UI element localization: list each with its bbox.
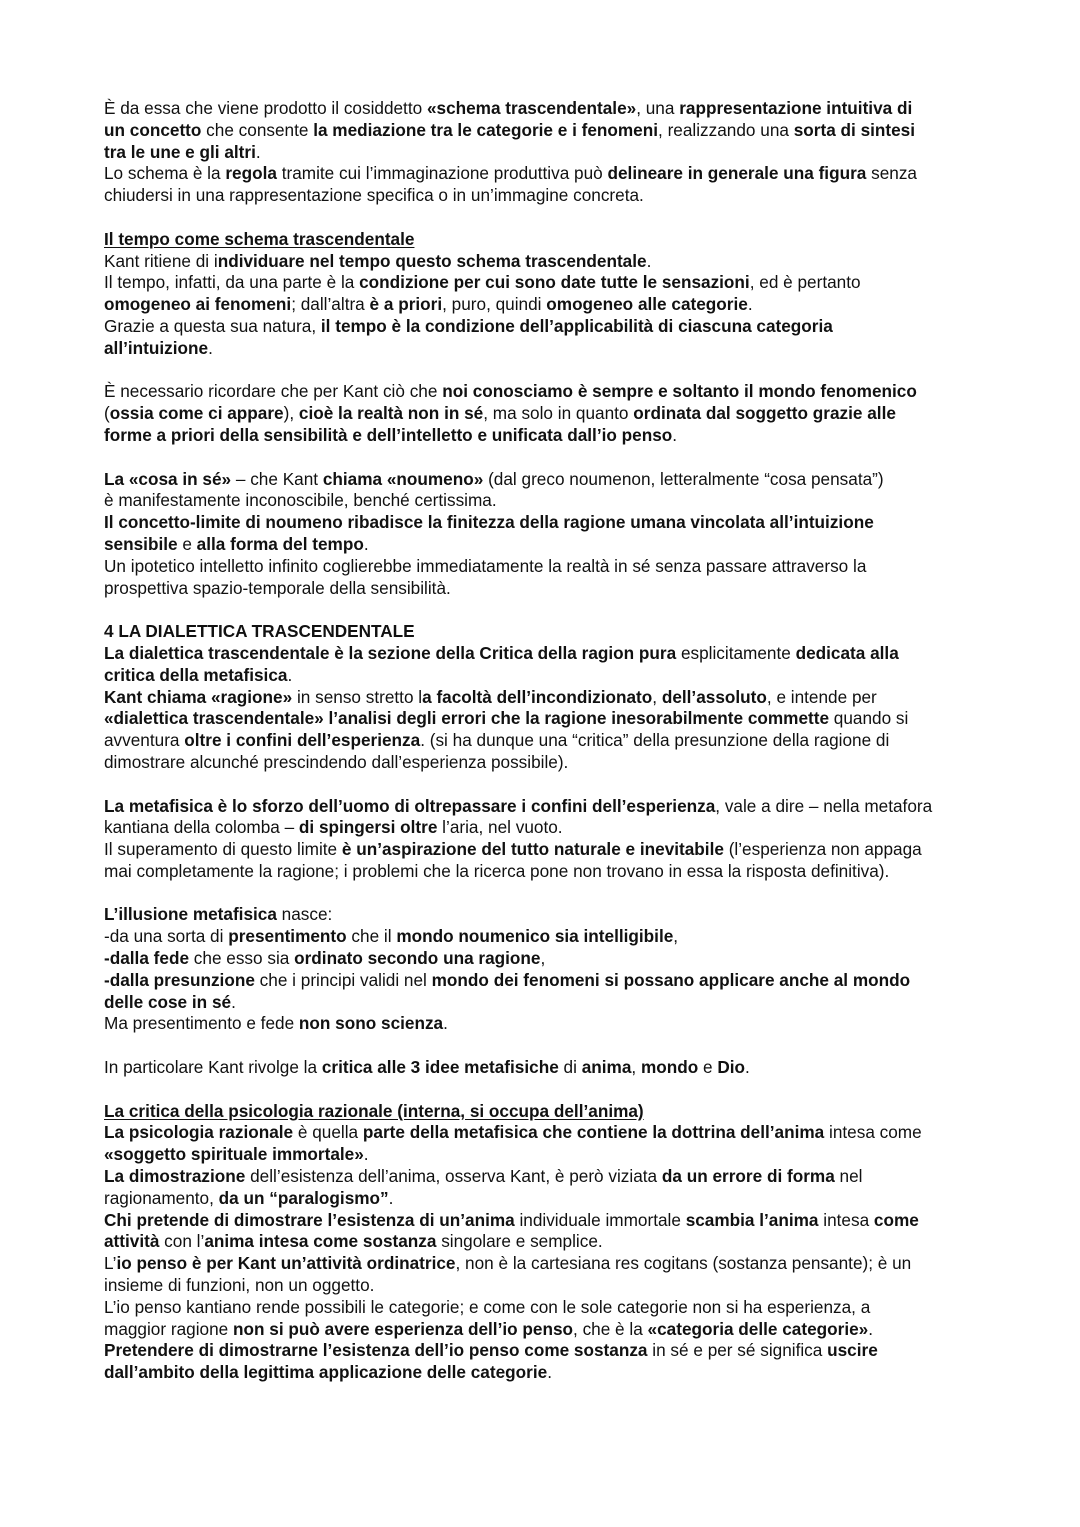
paragraph-tempo-schema [104,229,1000,360]
bold-run: alla forma del tempo [196,533,364,554]
bold-run: mondo [640,1057,699,1078]
text-line [104,316,1000,338]
bold-run: «soggetto spirituale immortale» [104,1144,364,1165]
text-run: . [745,1057,750,1078]
text-run: prospettiva spazio-temporale della sensibilità. [104,577,451,598]
text-run: ( [104,403,110,424]
text-run: Un ipotetico intelletto infinito coglierebbe immediatamente la realtà in sé senza passare attraverso la [104,555,867,576]
text-line [104,1166,1000,1188]
bold-run: L’illusione metafisica [104,904,277,925]
bold-run: rappresentazione intuitiva di [679,98,913,118]
text-run: . [208,337,213,358]
bold-run: oltre i confini dell’esperienza [184,730,421,751]
bold-run: -dalla fede [104,948,190,969]
text-line [104,643,1000,665]
bold-run: critica della metafisica [104,664,288,685]
text-run: (dal greco noumenon, letteralmente “cosa pensata”) [483,468,884,489]
text-run: Grazie a questa sua natura, [104,315,321,336]
bold-run: La dialettica trascendentale è la sezione della Critica della ragion pura [104,642,677,663]
bold-run: «dialettica trascendentale» l’analisi degli errori che la ragione inesorabilmente commette [104,708,830,729]
text-run: . [363,533,369,554]
text-run: esplicitamente [676,642,796,663]
bold-run: La metafisica è lo sforzo dell’uomo di oltrepassare i confini dell’esperienza [104,795,716,816]
text-run: ), [283,403,299,424]
bold-run: cioè la realtà non in sé [298,403,484,424]
text-run: In particolare Kant rivolge la [104,1057,322,1078]
text-run: . [388,1187,394,1208]
bold-run: La [104,468,129,489]
text-line [104,1101,1000,1123]
text-run: ragionamento, [104,1187,219,1208]
bold-run: a facoltà dell’incondizionato [422,686,653,707]
bold-run: critica alle 3 idee metafisiche [321,1057,559,1078]
bold-run: è un’aspirazione del tutto naturale e inevitabile [341,839,724,860]
text-run: con l’ [159,1231,205,1252]
text-line [104,1144,1000,1166]
bold-run: scambia l’anima [685,1209,819,1230]
bold-run: La dimostrazione [104,1166,246,1187]
bold-run: «cosa in sé» [128,468,232,489]
text-run: , realizzando una [658,119,794,140]
text-line [104,1122,1000,1144]
bold-run: ossia come ci appare [109,403,284,424]
bold-run: forme a priori della sensibilità e dell’intelletto e unificata dall’io penso [104,424,673,445]
bold-run: ndividuare nel tempo questo schema trascendentale [217,250,647,271]
bold-run: mondo noumenico sia intelligibile [396,926,674,947]
text-line [104,578,1000,600]
text-line [104,1013,1000,1035]
text-line [104,425,1000,447]
text-line [104,163,1000,185]
paragraph-dialettica-trascendentale [104,621,1000,774]
text-run: quando si [829,708,909,729]
section-heading-run: La critica della psicologia razionale (interna, si occupa dell’anima) [104,1100,644,1121]
bold-run: uscire [827,1340,878,1361]
text-line [104,665,1000,687]
text-run: nasce: [276,904,333,925]
text-run: . [255,141,261,162]
text-run: che esso sia [189,948,295,969]
bold-run: «schema trascendentale» [426,98,637,118]
bold-run: non sono scienza [298,1013,444,1034]
text-run: che il [346,926,397,947]
text-line [104,1253,1000,1275]
text-run: . [547,1362,552,1383]
text-run: L’ [104,1253,117,1274]
text-line [104,229,1000,251]
bold-run: Chi pretende di dimostrare l’esistenza di un’anima [104,1209,515,1230]
text-run: . [363,1144,369,1165]
bold-run: regola [225,163,277,184]
text-run: dimostrare alcunché prescindendo dall’esperienza possibile). [104,751,569,772]
text-line [104,687,1000,709]
bold-run: da un “paralogismo” [218,1187,389,1208]
bold-run: la mediazione tra le categorie e i fenomeni [313,119,659,140]
text-run: l’aria, nel vuoto. [437,817,563,838]
text-line [104,992,1000,1014]
text-run: , e intende per [766,686,877,707]
bold-run: un concetto [104,119,202,140]
text-run: Il tempo, infatti, da una parte è la [104,272,360,293]
text-run: insieme di funzioni, non un oggetto. [104,1275,375,1296]
paragraph-schema-intro [104,98,1000,207]
text-run: Lo schema è la [104,163,226,184]
bold-run: dall’ambito della legittima applicazione delle categorie [104,1362,548,1383]
text-run: senza [866,163,917,184]
text-run: Il superamento di questo limite [104,839,342,860]
text-line [104,403,1000,425]
bold-run: Kant chiama «ragione» [104,686,293,707]
text-run: . [747,294,753,315]
bold-run: il tempo è la condizione dell’applicabilità di ciascuna categoria [320,315,833,336]
bold-run: 4 LA DIALETTICA TRASCENDENTALE [104,621,415,642]
text-line [104,1188,1000,1210]
text-line [104,1319,1000,1341]
text-run: Kant ritiene di i [104,250,218,271]
text-run: intesa come [824,1122,922,1143]
bold-run: dell’assoluto [661,686,767,707]
text-run: dell’esistenza dell’anima, osserva Kant, è però viziata [245,1166,662,1187]
text-run: , [540,948,546,969]
text-run: singolare e semplice. [436,1231,603,1252]
bold-run: anima [581,1057,632,1078]
bold-run: Il concetto-limite di noumeno ribadisce la finitezza della ragione umana vincolata all’intuizione [104,512,874,533]
text-run: . [868,1318,874,1339]
text-line [104,796,1000,818]
text-run: che i principi validi nel [254,969,432,990]
text-run: in sé e per sé significa [647,1340,828,1361]
bold-run: La psicologia razionale [104,1122,294,1143]
bold-run: omogeneo ai fenomeni [104,294,292,315]
bold-run: Pretendere di dimostrarne l’esistenza dell’io penso come sostanza [104,1340,648,1361]
bold-run: sensibile [104,533,178,554]
bold-run: Dio [717,1057,746,1078]
paragraph-noumeno [104,469,1000,600]
bold-run: anima intesa come sostanza [204,1231,437,1252]
text-run: chiudersi in una rappresentazione specifica o in un’immagine concreta. [104,185,644,206]
text-line [104,1340,1000,1362]
bold-run: di spingersi oltre [298,817,438,838]
text-run: , ed è pertanto [749,272,861,293]
text-line [104,185,1000,207]
bold-run: come [873,1209,919,1230]
text-run: , una [636,98,680,118]
text-run: e [698,1057,718,1078]
bold-run: tra le une e gli altri [104,141,256,162]
bold-run: -dalla presunzione [104,969,255,990]
text-line [104,1275,1000,1297]
text-line [104,970,1000,992]
text-run: è quella [293,1122,363,1143]
bold-run: «categoria delle categorie» [647,1318,869,1339]
text-run: . [287,664,293,685]
text-run: , che è la [573,1318,648,1339]
text-line [104,534,1000,556]
text-run: , non è la cartesiana res cogitans (sostanza pensante); è un [455,1253,912,1274]
text-run: mai completamente la ragione; i problemi che la ricerca pone non trovano in essa la risposta definitiva). [104,860,890,881]
bold-run: chiama «noumeno» [322,468,484,489]
bold-run: presentimento [228,926,347,947]
bold-run: condizione per cui sono date tutte le sensazioni [359,272,750,293]
text-line [104,904,1000,926]
text-run: e [177,533,197,554]
text-line [104,817,1000,839]
text-run: . [231,991,236,1012]
text-run: ; dall’altra [291,294,370,315]
paragraph-mondo-fenomenico [104,381,1000,446]
text-run: nel [834,1166,863,1187]
text-line [104,251,1000,273]
section-heading-run: Il tempo come schema trascendentale [104,228,415,249]
bold-run: da un errore di forma [661,1166,835,1187]
text-line [104,1362,1000,1384]
text-run: tramite cui l’immaginazione produttiva può [276,163,608,184]
paragraph-illusione-metafisica [104,904,1000,1035]
text-run: È da essa che viene prodotto il cosiddetto [104,98,427,118]
text-run: Ma presentimento e fede [104,1013,299,1034]
text-run: è manifestamente inconoscibile, benché certissima. [104,490,497,511]
text-run: intesa [818,1209,874,1230]
text-line [104,708,1000,730]
text-run: individuale immortale [514,1209,686,1230]
text-run: , [631,1057,641,1078]
text-run: . [443,1013,448,1034]
text-line [104,556,1000,578]
bold-run: all’intuizione [104,337,209,358]
bold-run: è a priori [369,294,443,315]
bold-run: sorta di sintesi [793,119,916,140]
text-run: È necessario ricordare che per Kant ciò che [104,381,443,402]
text-line [104,490,1000,512]
text-line [104,294,1000,316]
text-run: , [652,686,662,707]
text-line [104,926,1000,948]
text-line [104,752,1000,774]
bold-run: omogeneo alle categorie [546,294,748,315]
text-run: – che Kant [231,468,323,489]
text-run: di [558,1057,582,1078]
bold-run: noi conosciamo è sempre e soltanto il mondo fenomenico [442,381,917,402]
bold-run: mondo dei fenomeni si possano applicare anche al mondo [431,969,911,990]
text-line [104,1231,1000,1253]
bold-run: dedicata alla [795,642,899,663]
bold-run: attività [104,1231,160,1252]
paragraph-psicologia-razionale [104,1101,1000,1384]
text-run: avventura [104,730,185,751]
text-run: . [646,250,652,271]
text-line [104,1057,1000,1079]
text-run: in senso stretto l [292,686,423,707]
text-line [104,469,1000,491]
text-line [104,1210,1000,1232]
text-run: che consente [201,119,314,140]
text-run: , [673,926,679,947]
text-run: , puro, quindi [442,294,547,315]
text-run: kantiana della colomba – [104,817,299,838]
text-line [104,861,1000,883]
text-line [104,621,1000,643]
text-line [104,381,1000,403]
paragraph-tre-idee [104,1057,1000,1079]
bold-run: non si può avere esperienza dell’io penso [232,1318,574,1339]
text-run: maggior ragione [104,1318,233,1339]
bold-run: delineare in generale una figura [607,163,867,184]
text-line [104,1297,1000,1319]
text-line [104,839,1000,861]
text-line [104,98,1000,120]
text-run: , ma solo in quanto [483,403,634,424]
text-line [104,512,1000,534]
text-line [104,338,1000,360]
text-run: . (si ha dunque una “critica” della presunzione della ragione di [420,730,890,751]
text-run: . [672,424,678,445]
text-line [104,730,1000,752]
bold-run: ordinata dal soggetto grazie alle [633,403,896,424]
text-line [104,142,1000,164]
paragraph-metafisica-sforzo [104,796,1000,883]
text-run: L’io penso kantiano rende possibili le categorie; e come con le sole categorie non si ha esperienza, a [104,1296,871,1317]
text-run: , vale a dire – nella metafora [715,795,933,816]
text-line [104,272,1000,294]
text-line [104,948,1000,970]
bold-run: ordinato secondo una ragione [294,948,541,969]
bold-run: parte della metafisica che contiene la dottrina dell’anima [362,1122,825,1143]
bold-run: delle cose in sé [104,991,232,1012]
text-run: (l’esperienza non appaga [723,839,922,860]
bold-run: io penso è per Kant un’attività ordinatrice [116,1253,456,1274]
text-line [104,120,1000,142]
text-run: -da una sorta di [104,926,229,947]
